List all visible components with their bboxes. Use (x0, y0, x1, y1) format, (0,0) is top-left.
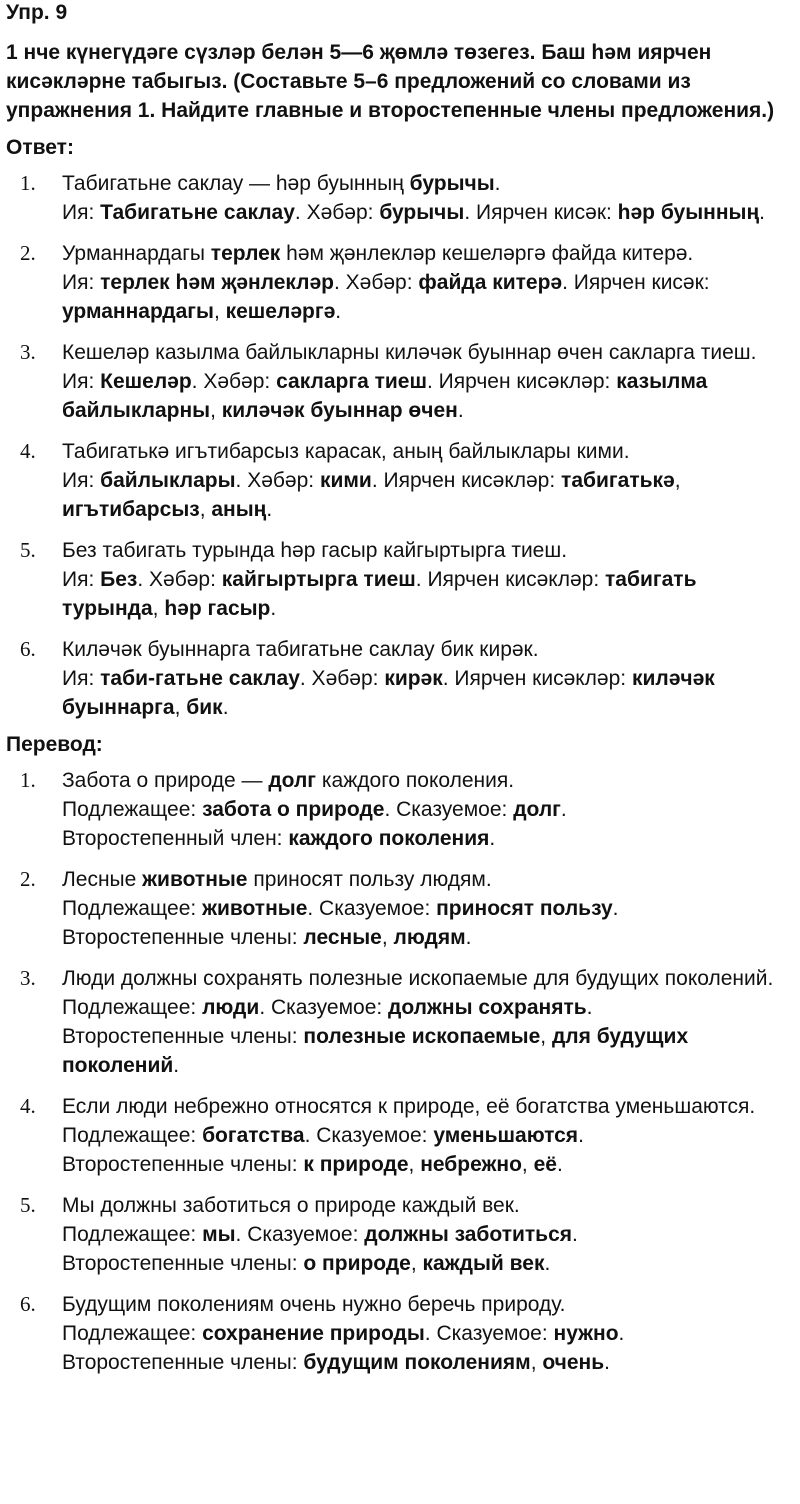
text-segment: . (586, 996, 593, 1019)
text-segment: Второстепенный член: (62, 827, 289, 850)
bold-term: Кешеләр (100, 370, 192, 393)
text-segment: Подлежащее: (62, 1223, 203, 1246)
text-segment: Будущим поколениям очень нужно беречь природу. (62, 1293, 566, 1316)
answer-label: Ответ: (6, 136, 74, 159)
item-line (62, 1092, 790, 1121)
text-segment: . (578, 1124, 584, 1147)
exercise-title: Упр. 9 (6, 1, 68, 24)
bold-term: кайгыртырга тиеш (221, 568, 416, 591)
list-item (6, 964, 790, 1080)
text-segment: . (270, 597, 277, 620)
text-segment: Второстепенные члены: (62, 1153, 304, 1176)
text-segment: . Хәбәр: (294, 201, 380, 224)
text-segment: . (612, 897, 619, 920)
text-segment: . (173, 1054, 180, 1077)
bold-term: байлыклары (100, 469, 236, 492)
text-segment: . (544, 1252, 551, 1275)
text-segment: . Сказуемое: (304, 1124, 434, 1147)
text-segment: Подлежащее: (62, 897, 203, 920)
item-line (62, 1121, 790, 1150)
item-line (62, 1348, 790, 1377)
text-segment: . Сказуемое: (424, 1322, 554, 1345)
bold-term: долг (513, 798, 561, 821)
list-item (6, 635, 790, 722)
list-item (6, 1290, 790, 1377)
text-segment: Табигатьне саклау — һәр буынның (62, 172, 410, 195)
bold-term: забота о природе (202, 798, 385, 821)
bold-term: кими (319, 469, 372, 492)
text-segment: . (494, 172, 501, 195)
text-segment: каждого поколения. (316, 769, 515, 792)
bold-term: к природе (303, 1153, 409, 1176)
text-segment: . Иярчен кисәкләр: (371, 469, 562, 492)
text-segment: Ия: (62, 271, 101, 294)
bold-term: людям (393, 926, 466, 949)
text-segment: һәм җәнлекләр кешеләргә файда китерә. (280, 242, 694, 265)
list-item (6, 169, 790, 227)
bold-term: её (533, 1153, 557, 1176)
item-line (62, 993, 790, 1022)
text-segment: . Хәбәр: (235, 469, 320, 492)
item-line (62, 198, 790, 227)
bold-term: долг (268, 769, 317, 792)
item-line (62, 824, 790, 853)
bold-term: должны заботиться (364, 1223, 573, 1246)
bold-term: лесные (303, 926, 382, 949)
item-line (62, 865, 790, 894)
bold-term: Табигатьне саклау (100, 201, 295, 224)
bold-term: терлек (210, 242, 281, 265)
bold-term: урманнардагы (62, 300, 214, 323)
text-segment: Урманнардагы (62, 242, 211, 265)
text-segment: Второстепенные члены: (62, 926, 304, 949)
bold-term: Без (100, 568, 138, 591)
item-line (62, 1191, 790, 1220)
item-line (62, 367, 790, 425)
bold-term: уменьшаются (433, 1124, 579, 1147)
item-number: 4. (20, 439, 36, 463)
item-line (62, 766, 790, 795)
text-segment: Табигатькә игътибарсыз карасак, аның байлыклары кими. (62, 440, 630, 463)
bold-term: табигатькә (561, 469, 675, 492)
text-segment: , (674, 469, 681, 492)
bold-term: животные (142, 868, 248, 891)
text-segment: , (213, 300, 226, 323)
item-line (62, 1022, 790, 1080)
text-segment: Без табигать турында һәр гасыр кайгыртырга тиеш. (62, 539, 568, 562)
bold-term: файда китерә (418, 271, 563, 294)
bold-term: кирәк (384, 667, 443, 690)
text-segment: Киләчәк буыннарга табигатьне саклау бик кирәк. (62, 638, 539, 661)
text-segment: . (572, 1223, 578, 1246)
text-segment: . (222, 696, 229, 719)
item-line (62, 664, 790, 722)
bold-term: кешеләргә (225, 300, 336, 323)
list-item (6, 437, 790, 524)
translation-list (6, 766, 790, 1377)
bold-term: животные (202, 897, 308, 920)
list-item (6, 1191, 790, 1278)
item-line (62, 964, 790, 993)
text-segment: , (540, 1025, 552, 1048)
text-segment: . (335, 300, 342, 323)
bold-term: каждый век (422, 1252, 545, 1275)
text-segment: , (381, 926, 394, 949)
bold-term: киләчәк буыннарга (62, 667, 715, 719)
text-segment: Подлежащее: (62, 798, 203, 821)
item-number: 2. (20, 241, 36, 265)
item-number: 5. (20, 538, 36, 562)
bold-term: нужно (553, 1322, 619, 1345)
item-line (62, 536, 790, 565)
text-segment: . Сказуемое: (235, 1223, 365, 1246)
item-number: 1. (20, 171, 36, 195)
text-segment: . Сказуемое: (384, 798, 514, 821)
text-segment: Второстепенные члены: (62, 1252, 304, 1275)
text-segment: , (199, 498, 212, 521)
text-segment: Люди должны сохранять полезные ископаемые для будущих поколений. (62, 967, 774, 990)
text-segment: . Сказуемое: (259, 996, 389, 1019)
text-segment: Ия: (62, 667, 101, 690)
text-segment: Ия: (62, 201, 101, 224)
item-line (62, 437, 790, 466)
text-segment: . Хәбәр: (137, 568, 222, 591)
bold-term: будущим поколениям (303, 1351, 531, 1374)
item-number: 4. (20, 1094, 36, 1118)
bold-term: аның (211, 498, 267, 521)
text-segment: . Иярчен кисәкләр: (426, 370, 617, 393)
list-item (6, 239, 790, 326)
item-line (62, 1220, 790, 1249)
bold-term: для будущих поколений (62, 1025, 689, 1077)
item-line (62, 268, 790, 326)
list-item (6, 865, 790, 952)
item-number: 3. (20, 966, 36, 990)
text-segment: . Иярчен кисәкләр: (442, 667, 632, 690)
item-number: 2. (20, 867, 36, 891)
text-segment: Второстепенные члены: (62, 1351, 304, 1374)
text-segment: , (152, 597, 165, 620)
text-segment: Подлежащее: (62, 1322, 203, 1345)
text-segment: Второстепенные члены: (62, 1025, 304, 1048)
bold-term: киләчәк буыннар өчен (221, 399, 458, 422)
bold-term: о природе (303, 1252, 411, 1275)
text-segment: Ия: (62, 568, 101, 591)
item-line (62, 239, 790, 268)
text-segment: приносят пользу людям. (247, 868, 492, 891)
text-segment: . Хәбәр: (299, 667, 385, 690)
text-segment: Подлежащее: (62, 996, 203, 1019)
bold-term: небрежно (420, 1153, 522, 1176)
bold-term: очень (542, 1351, 605, 1374)
item-line (62, 635, 790, 664)
text-segment: , (521, 1153, 534, 1176)
text-segment: . Хәбәр: (191, 370, 277, 393)
text-segment: . (266, 498, 273, 521)
answer-list (6, 169, 790, 722)
item-line (62, 923, 790, 952)
text-segment: . Иярчен кисәкләр: (415, 568, 606, 591)
item-line (62, 894, 790, 923)
translation-label: Перевод: (6, 733, 103, 756)
bold-term: мы (202, 1223, 236, 1246)
bold-term: таби-гатьне саклау (100, 667, 300, 690)
text-segment: Кешеләр казылма байлыкларны киләчәк буыннар өчен сакларга тиеш. (62, 341, 757, 364)
task-text: 1 нче күнегүдәге сүзләр белән 5—6 җөмлә төзегез. Баш һәм иярчен кисәкләрне табыгыз. (Составьте 5–6 предложений со словами из упражнения 1. Найдите главные и второстепенные члены предложения.) (6, 41, 775, 122)
bold-term: терлек һәм җәнлекләр (100, 271, 334, 294)
item-line (62, 338, 790, 367)
text-segment: . Иярчен кисәк: (562, 271, 710, 294)
text-segment: . (556, 1153, 563, 1176)
text-segment: . (618, 1322, 625, 1345)
bold-term: казылма байлыкларны (62, 370, 708, 422)
item-line (62, 466, 790, 524)
text-segment: . Сказуемое: (307, 897, 437, 920)
bold-term: игътибарсыз (62, 498, 200, 521)
item-line (62, 169, 790, 198)
item-number: 5. (20, 1193, 36, 1217)
bold-term: һәр буынның (617, 201, 760, 224)
item-line (62, 795, 790, 824)
item-number: 3. (20, 340, 36, 364)
list-item (6, 338, 790, 425)
text-segment: Ия: (62, 370, 101, 393)
list-item (6, 536, 790, 623)
bold-term: люди (202, 996, 260, 1019)
text-segment: Ия: (62, 469, 101, 492)
text-segment: . (560, 798, 567, 821)
list-item (6, 766, 790, 853)
text-segment: , (410, 1252, 423, 1275)
item-number: 6. (20, 1292, 36, 1316)
text-segment: Лесные (62, 868, 143, 891)
text-segment: . (457, 399, 464, 422)
bold-term: бик (186, 696, 223, 719)
text-segment: Подлежащее: (62, 1124, 203, 1147)
text-segment: Мы должны заботиться о природе каждый век. (62, 1194, 520, 1217)
text-segment: . (604, 1351, 610, 1374)
bold-term: каждого поколения (288, 827, 490, 850)
bold-term: полезные ископаемые (303, 1025, 541, 1048)
item-number: 1. (20, 768, 36, 792)
text-segment: . (759, 201, 765, 224)
text-segment: . Иярчен кисәк: (464, 201, 618, 224)
item-line (62, 565, 790, 623)
item-line (62, 1249, 790, 1278)
bold-term: бурычы (379, 201, 465, 224)
text-segment: . (465, 926, 472, 949)
bold-term: богатства (202, 1124, 305, 1147)
text-segment: , (530, 1351, 543, 1374)
text-segment: . Хәбәр: (333, 271, 419, 294)
list-item (6, 1092, 790, 1179)
text-segment: , (408, 1153, 421, 1176)
bold-term: бурычы (409, 172, 495, 195)
text-segment: , (174, 696, 187, 719)
text-segment: Забота о природе — (62, 769, 269, 792)
item-number: 6. (20, 637, 36, 661)
text-segment: Если люди небрежно относятся к природе, её богатства уменьшаются. (62, 1095, 756, 1118)
bold-term: һәр гасыр (164, 597, 271, 620)
text-segment: , (210, 399, 222, 422)
item-line (62, 1150, 790, 1179)
bold-term: должны сохранять (388, 996, 587, 1019)
text-segment: . (489, 827, 496, 850)
bold-term: сакларга тиеш (276, 370, 427, 393)
item-line (62, 1319, 790, 1348)
bold-term: сохранение природы (202, 1322, 425, 1345)
bold-term: табигать турында (62, 568, 697, 620)
item-line (62, 1290, 790, 1319)
bold-term: приносят пользу (436, 897, 613, 920)
